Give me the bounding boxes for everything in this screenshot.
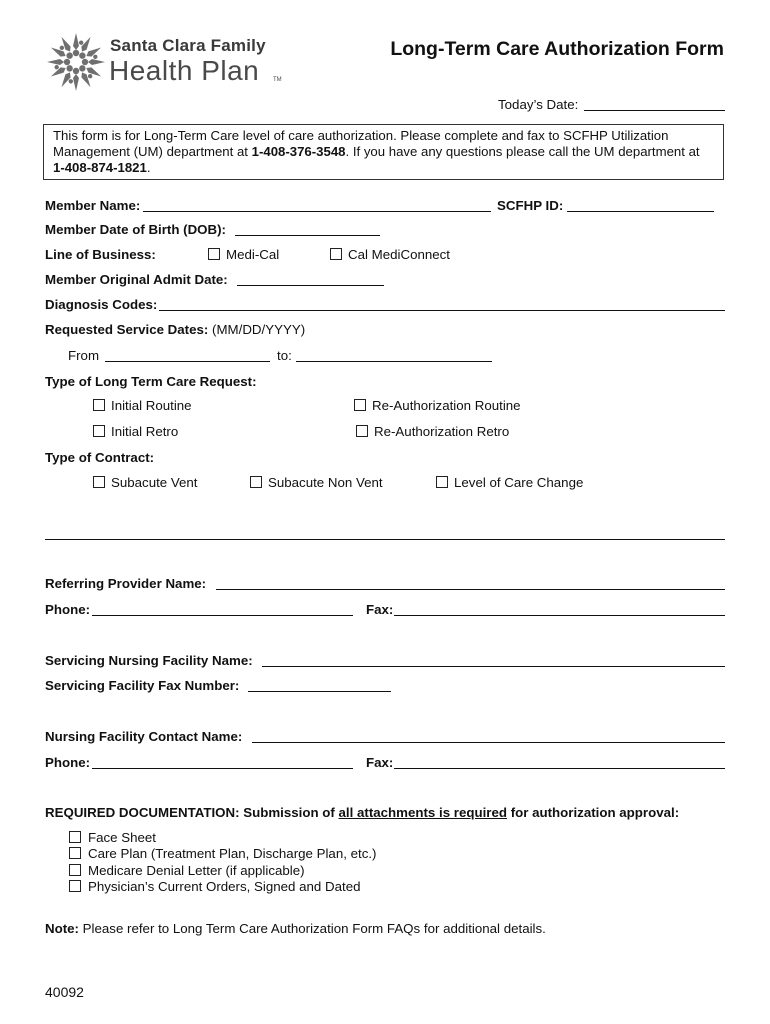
doc-heading-end: for authorization approval:: [507, 805, 680, 820]
to-label: to:: [277, 348, 292, 363]
today-date-field[interactable]: [584, 110, 725, 111]
referring-phone-label: Phone:: [45, 602, 91, 617]
service-dates-label: [45, 322, 305, 337]
referring-phone-field[interactable]: [92, 615, 353, 616]
from-label: From: [68, 348, 100, 363]
referring-provider-label: Referring Provider Name:: [45, 576, 207, 591]
reauth-routine-label: Re-Authorization Routine: [372, 398, 521, 413]
logo-line1: Santa Clara Family: [110, 36, 266, 55]
subacute-vent-label: Subacute Vent: [111, 475, 198, 490]
diagnosis-codes-field[interactable]: [159, 310, 725, 311]
logo: [44, 30, 304, 94]
intro-box: [43, 124, 724, 180]
physician-orders-label: Physician’s Current Orders, Signed and Dated: [88, 879, 361, 894]
dob-label: Member Date of Birth (DOB):: [45, 222, 226, 237]
page-title: Long-Term Care Authorization Form: [390, 38, 724, 60]
servicing-facility-field[interactable]: [262, 666, 725, 667]
level-of-care-change-checkbox[interactable]: [436, 476, 448, 488]
service-dates-format: (MM/DD/YYYY): [212, 322, 306, 337]
contact-name-label: Nursing Facility Contact Name:: [45, 729, 243, 744]
initial-retro-checkbox[interactable]: [93, 425, 105, 437]
initial-retro-label: Initial Retro: [111, 424, 179, 439]
admit-date-field[interactable]: [237, 285, 384, 286]
servicing-facility-label: Servicing Nursing Facility Name:: [45, 653, 253, 668]
doc-heading-underlined: all attachments is required: [338, 805, 507, 820]
cal-mediconnect-label: Cal MediConnect: [348, 247, 450, 262]
subacute-non-vent-label: Subacute Non Vent: [268, 475, 383, 490]
subacute-vent-checkbox[interactable]: [93, 476, 105, 488]
referring-provider-field[interactable]: [216, 589, 725, 590]
required-documentation-heading: [45, 805, 679, 820]
level-of-care-change-label: Level of Care Change: [454, 475, 584, 490]
contact-fax-field[interactable]: [394, 768, 725, 769]
note-text: Please refer to Long Term Care Authorization Form FAQs for additional details.: [78, 921, 546, 936]
request-type-label: Type of Long Term Care Request:: [45, 374, 257, 389]
admit-date-label: Member Original Admit Date:: [45, 272, 228, 287]
to-date-field[interactable]: [296, 361, 492, 362]
face-sheet-checkbox[interactable]: [69, 831, 81, 843]
cal-mediconnect-checkbox[interactable]: [330, 248, 342, 260]
subacute-non-vent-checkbox[interactable]: [250, 476, 262, 488]
medi-cal-checkbox[interactable]: [208, 248, 220, 260]
um-fax-number: 1-408-376-3548: [251, 144, 346, 159]
member-name-label: Member Name:: [45, 198, 141, 213]
form-number: 40092: [45, 984, 84, 1000]
medi-cal-label: Medi-Cal: [226, 247, 280, 262]
doc-heading-start: REQUIRED DOCUMENTATION: Submission of: [45, 805, 339, 820]
initial-routine-checkbox[interactable]: [93, 399, 105, 411]
scfhp-id-label: SCFHP ID:: [497, 198, 564, 213]
scfhp-id-field[interactable]: [567, 211, 714, 212]
section-divider: [45, 539, 725, 540]
contact-phone-label: Phone:: [45, 755, 91, 770]
contact-phone-field[interactable]: [92, 768, 353, 769]
intro-text-1: This form is for Long-Term Care level of care authorization. Please complete and fax to SCFHP Utilization Management (UM) department at: [53, 128, 669, 159]
servicing-fax-field[interactable]: [248, 691, 391, 692]
logo-starburst-icon: [44, 30, 108, 94]
dob-field[interactable]: [235, 235, 380, 236]
from-date-field[interactable]: [105, 361, 270, 362]
physician-orders-checkbox[interactable]: [69, 880, 81, 892]
initial-routine-label: Initial Routine: [111, 398, 192, 413]
service-dates-title: Requested Service Dates:: [45, 322, 209, 337]
face-sheet-label: Face Sheet: [88, 830, 157, 845]
care-plan-checkbox[interactable]: [69, 847, 81, 859]
reauth-retro-label: Re-Authorization Retro: [374, 424, 510, 439]
referring-fax-field[interactable]: [394, 615, 725, 616]
logo-line2: Health Plan: [109, 55, 260, 86]
today-date-label: Today’s Date:: [498, 97, 579, 112]
medicare-denial-checkbox[interactable]: [69, 864, 81, 876]
note: [45, 921, 546, 936]
medicare-denial-label: Medicare Denial Letter (if applicable): [88, 863, 305, 878]
reauth-retro-checkbox[interactable]: [356, 425, 368, 437]
contact-fax-label: Fax:: [366, 755, 394, 770]
um-phone-number: 1-408-874-1821: [53, 160, 147, 175]
member-name-field[interactable]: [143, 211, 491, 212]
note-label: Note:: [45, 921, 79, 936]
servicing-fax-label: Servicing Facility Fax Number:: [45, 678, 240, 693]
reauth-routine-checkbox[interactable]: [354, 399, 366, 411]
intro-text-3: .: [146, 160, 151, 175]
contract-type-label: Type of Contract:: [45, 450, 155, 465]
diagnosis-codes-label: Diagnosis Codes:: [45, 297, 158, 312]
contact-name-field[interactable]: [252, 742, 725, 743]
intro-text-2: . If you have any questions please call the UM department at: [345, 144, 700, 159]
care-plan-label: Care Plan (Treatment Plan, Discharge Plan, etc.): [88, 846, 377, 861]
referring-fax-label: Fax:: [366, 602, 394, 617]
logo-tm: TM: [273, 77, 282, 83]
line-of-business-label: Line of Business:: [45, 247, 156, 262]
